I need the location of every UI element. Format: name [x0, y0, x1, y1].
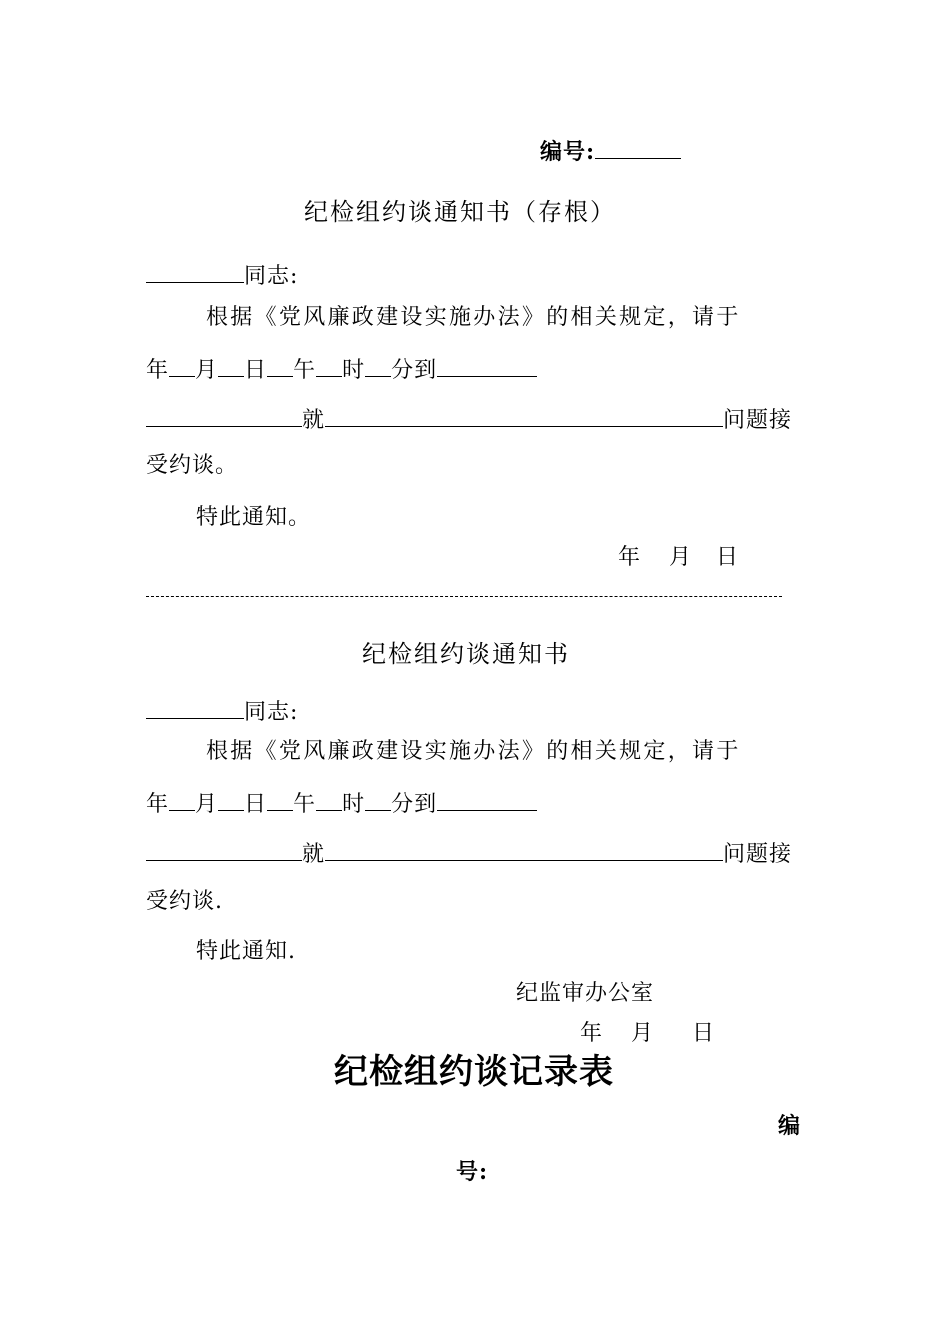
notice-body-suffix: 的相关规定，请于 — [546, 739, 741, 764]
notice-salutation-line — [146, 696, 298, 727]
stub-unit-year: 年 — [146, 358, 170, 383]
stub-body-line — [206, 304, 741, 332]
stub-topic-line — [146, 404, 792, 435]
stub-unit-noon: 午 — [293, 358, 317, 383]
stub-salutation-line — [146, 260, 298, 291]
notice-topic-suffix: 问题接 — [723, 842, 793, 867]
notice-title: 纪检组约谈通知书 — [362, 640, 570, 668]
notice-name-blank — [146, 696, 244, 719]
record-title: 纪检组约谈记录表 — [334, 1052, 614, 1092]
cut-line — [146, 596, 782, 597]
date-month: 月 — [631, 1021, 655, 1046]
stub-unit-day: 日 — [244, 358, 268, 383]
stub-body-suffix: 的相关规定，请于 — [546, 305, 741, 330]
date-day: 日 — [716, 545, 740, 570]
record-number-label-1: 编 — [778, 1113, 802, 1139]
stub-unit-minute: 分到 — [391, 358, 438, 383]
stub-unit-month: 月 — [195, 358, 219, 383]
notice-unit-hour: 时 — [342, 792, 366, 817]
stub-topic-suffix: 问题接 — [723, 408, 793, 433]
number-blank — [595, 136, 681, 159]
topic-blank — [325, 838, 723, 861]
blank — [169, 354, 195, 377]
blank — [316, 788, 342, 811]
notice-regulation: 《党风廉政建设实施办法》 — [254, 739, 547, 764]
notice-unit-minute: 分到 — [391, 792, 438, 817]
notice-unit-year: 年 — [146, 792, 170, 817]
blank — [218, 354, 244, 377]
stub-notice: 特此通知。 — [196, 505, 312, 530]
stub-date — [618, 544, 739, 572]
number-field — [540, 136, 681, 166]
notice-date-line — [146, 788, 537, 819]
blank — [365, 788, 391, 811]
date-year: 年 — [618, 545, 642, 570]
blank — [316, 354, 342, 377]
record-number-label-2: 号: — [456, 1159, 489, 1185]
stub-date-line — [146, 354, 537, 385]
stub-unit-hour: 时 — [342, 358, 366, 383]
blank — [267, 354, 293, 377]
notice-notice: 特此通知. — [196, 939, 296, 964]
stub-regulation: 《党风廉政建设实施办法》 — [254, 305, 547, 330]
blank — [146, 838, 302, 861]
date-year: 年 — [580, 1021, 604, 1046]
notice-salutation: 同志: — [244, 700, 299, 725]
notice-unit-day: 日 — [244, 792, 268, 817]
notice-topic-line — [146, 838, 792, 869]
date-day: 日 — [692, 1021, 716, 1046]
blank — [218, 788, 244, 811]
notice-unit-noon: 午 — [293, 792, 317, 817]
number-label: 编号: — [540, 139, 596, 165]
stub-title: 纪检组约谈通知书（存根） — [304, 198, 616, 226]
blank — [267, 788, 293, 811]
topic-blank — [325, 404, 723, 427]
stub-salutation: 同志: — [244, 264, 299, 289]
blank — [146, 404, 302, 427]
notice-body-prefix: 根据 — [206, 739, 255, 764]
stub-closing: 受约谈。 — [146, 453, 239, 478]
stub-name-blank — [146, 260, 244, 283]
notice-body-line — [206, 738, 741, 766]
notice-closing: 受约谈. — [146, 889, 223, 914]
notice-topic-prefix: 就 — [302, 842, 326, 867]
notice-date — [580, 1020, 715, 1048]
date-month: 月 — [669, 545, 693, 570]
place-blank — [437, 354, 537, 377]
stub-body-prefix: 根据 — [206, 305, 255, 330]
blank — [365, 354, 391, 377]
notice-office: 纪监审办公室 — [516, 981, 655, 1006]
place-blank — [437, 788, 537, 811]
notice-unit-month: 月 — [195, 792, 219, 817]
blank — [169, 788, 195, 811]
stub-topic-prefix: 就 — [302, 408, 326, 433]
